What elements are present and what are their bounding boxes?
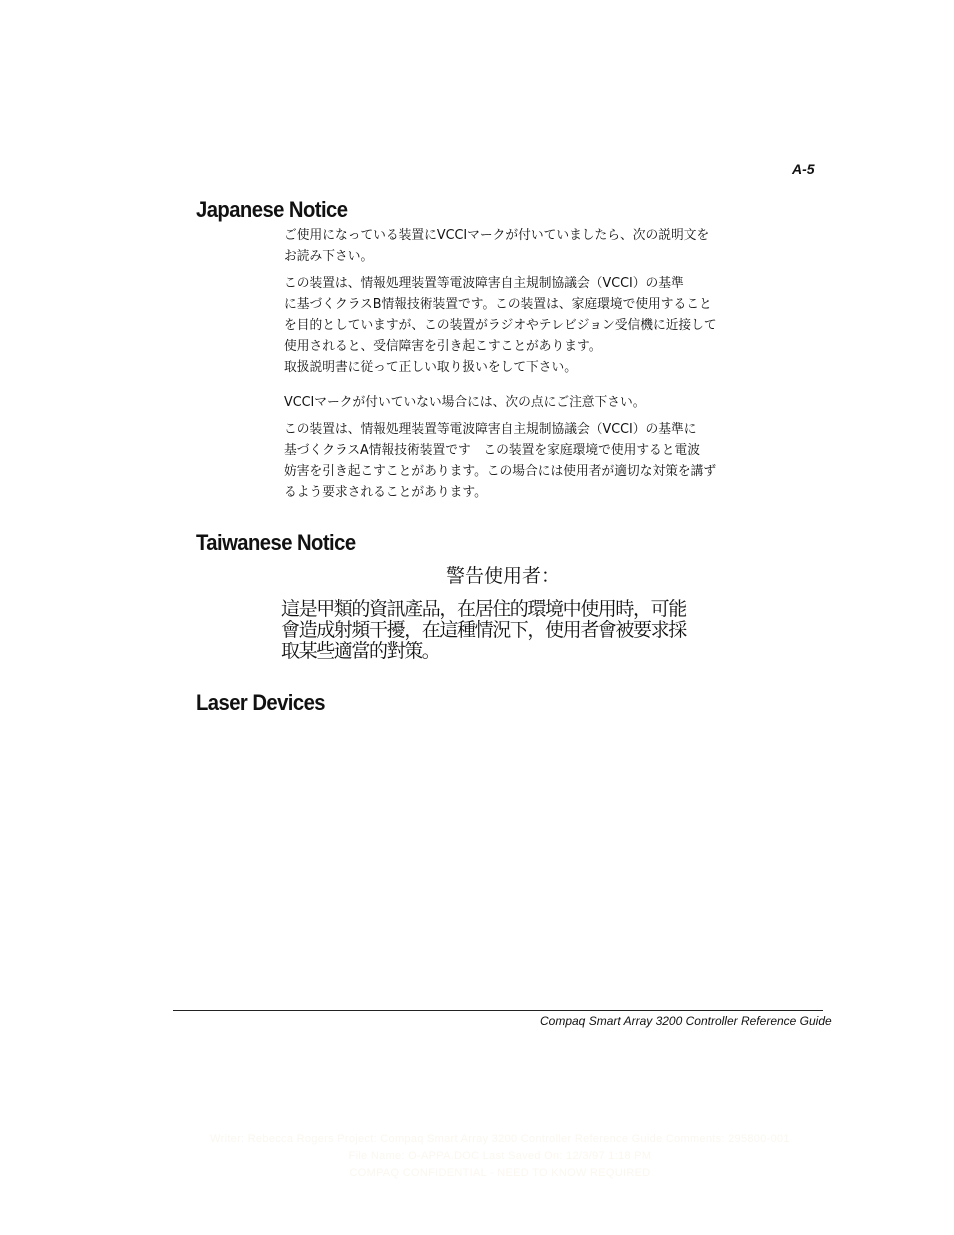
footer-divider xyxy=(173,1010,823,1011)
watermark-line: Writer: Rebecca Rogers Project: Compaq Smart Array 3200 Controller Reference Guide Comments: 295800-001 xyxy=(210,1133,790,1145)
laser-devices-heading: Laser Devices xyxy=(196,690,325,715)
japanese-line: この装置は、情報処理装置等電波障害自主規制協議会（VCCI）の基準に xyxy=(284,422,697,437)
japanese-paragraph-2 xyxy=(284,273,764,378)
japanese-line: を目的としていますが、この装置がラジオやテレビジョン受信機に近接して xyxy=(284,318,717,333)
footer-title: Compaq Smart Array 3200 Controller Reference Guide xyxy=(540,1014,832,1028)
page-number: A-5 xyxy=(792,161,815,177)
taiwanese-line: 會造成射頻干擾，在這種情況下，使用者會被要求採 xyxy=(281,619,686,641)
japanese-line: 妨害を引き起こすことがあります。この場合には使用者が適切な対策を講ず xyxy=(284,464,717,479)
japanese-line: VCCIマークが付いていない場合には、次の点にご注意下さい。 xyxy=(284,395,646,410)
japanese-line: この装置は、情報処理装置等電波障害自主規制協議会（VCCI）の基準 xyxy=(284,276,684,291)
taiwanese-line: 取某些適當的對策。 xyxy=(281,640,440,662)
japanese-line: るよう要求されることがあります。 xyxy=(284,485,487,500)
japanese-line: ご使用になっている装置にVCCIマークが付いていましたら、次の説明文を xyxy=(284,228,710,243)
taiwanese-notice-heading: Taiwanese Notice xyxy=(196,530,356,555)
japanese-notice-heading: Japanese Notice xyxy=(196,197,348,222)
japanese-line: に基づくクラスB情報技術装置です。この装置は、家庭環境で使用すること xyxy=(284,297,712,312)
watermark-line: File Name: O-APPA.DOC Last Saved On: 12/3/97 1:18 PM xyxy=(348,1150,652,1162)
confidential-watermark xyxy=(200,1131,800,1182)
japanese-line: 基づくクラスA情報技術装置です この装置を家庭環境で使用すると電波 xyxy=(284,443,701,458)
japanese-paragraph-3 xyxy=(284,392,764,413)
japanese-paragraph-1 xyxy=(284,225,764,267)
taiwanese-line: 這是甲類的資訊產品，在居住的環境中使用時，可能 xyxy=(281,598,686,620)
taiwanese-warning-text xyxy=(281,599,731,662)
japanese-line: 取扱説明書に従って正しい取り扱いをして下さい。 xyxy=(284,360,578,375)
taiwanese-warning-title: 警告使用者： xyxy=(446,565,561,587)
japanese-paragraph-4 xyxy=(284,419,764,503)
watermark-line: COMPAQ CONFIDENTIAL - NEED TO KNOW REQUIRED xyxy=(349,1167,651,1179)
japanese-line: お読み下さい。 xyxy=(284,249,374,264)
japanese-line: 使用されると、受信障害を引き起こすことがあります。 xyxy=(284,339,602,354)
